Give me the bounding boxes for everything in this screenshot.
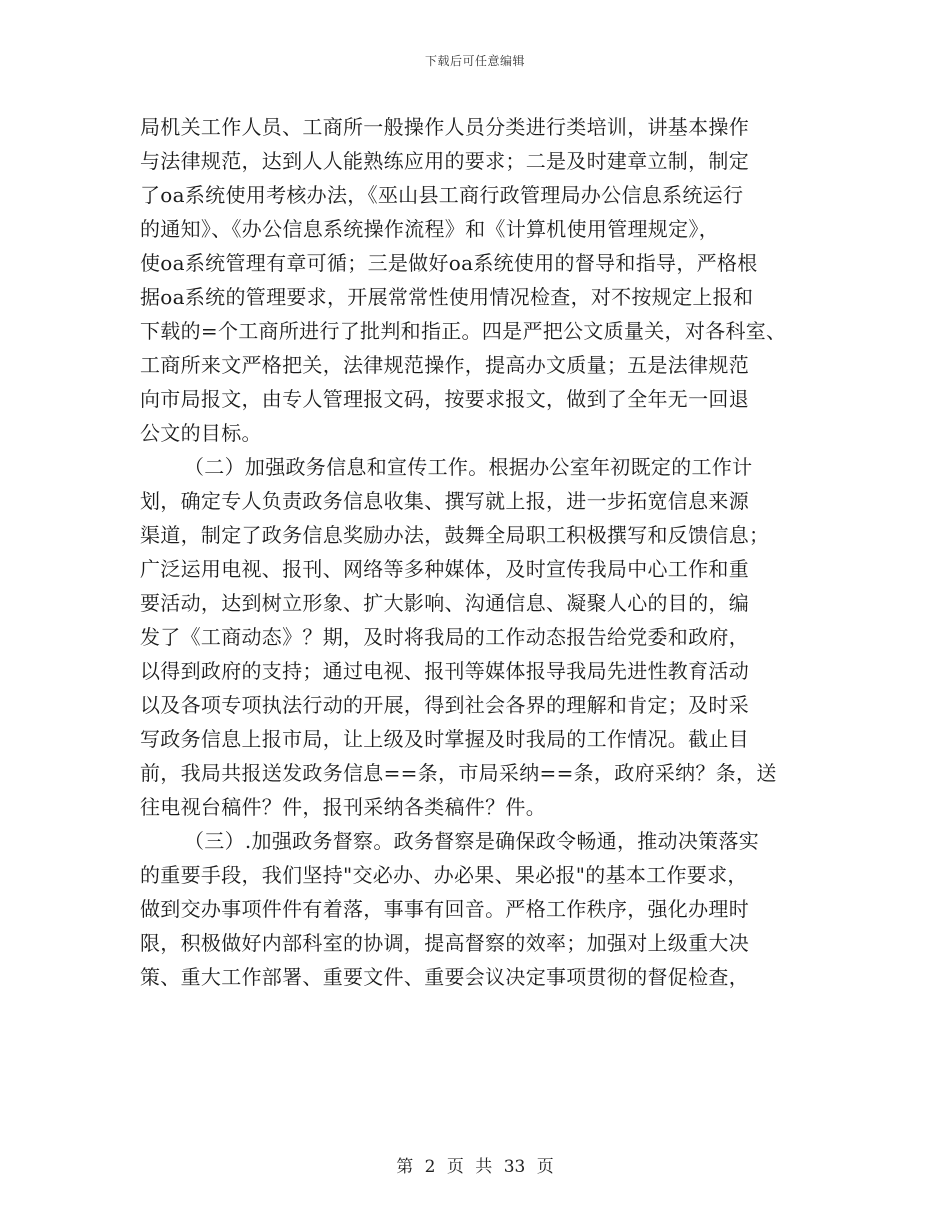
text-line: 策、重大工作部署、重要文件、重要会议决定事项贯彻的督促检查， (140, 965, 749, 989)
text-line: 与法律规范，达到人人能熟练应用的要求；二是及时建章立制，制定 (140, 149, 749, 173)
text-line: （二）加强政务信息和宣传工作。根据办公室年初既定的工作计 (184, 455, 753, 479)
text-line: 的重要手段，我们坚持"交必办、办必果、果必报"的基本工作要求， (140, 863, 748, 887)
text-line: 工商所来文严格把关，法律规范操作，提高办文质量；五是法律规范 (140, 353, 749, 377)
text-line: 限，积极做好内部科室的协调，提高督察的效率；加强对上级重大决 (140, 931, 749, 955)
text-line: 往电视台稿件？件，报刊采纳各类稿件？件。 (140, 795, 546, 819)
text-line: 以得到政府的支持；通过电视、报刊等媒体报导我局先进性教育活动 (140, 659, 749, 683)
text-line: 写政务信息上报市局，让上级及时掌握及时我局的工作情况。截止目 (140, 727, 749, 751)
text-line: 据oa系统的管理要求，开展常常性使用情况检查，对不按规定上报和 (140, 285, 754, 309)
text-line: 了oa系统使用考核办法，《巫山县工商行政管理局办公信息系统运行 (140, 183, 744, 207)
text-line: 渠道，制定了政务信息奖励办法，鼓舞全局职工积极撰写和反馈信息； (140, 523, 770, 547)
text-line: 要活动，达到树立形象、扩大影响、沟通信息、凝聚人心的目的，编 (140, 591, 749, 615)
text-line: 下载的=个工商所进行了批判和指正。四是严把公文质量关，对各科室、 (140, 319, 787, 343)
text-line: 使oa系统管理有章可循；三是做好oa系统使用的督导和指导，严格根 (140, 251, 758, 275)
page-header: 下载后可任意编辑 (424, 54, 525, 68)
text-line: （三）.加强政务督察。政务督察是确保政令畅通，推动决策落实 (184, 829, 760, 853)
document-body (140, 110, 820, 994)
text-line: 广泛运用电视、报刊、网络等多种媒体，及时宣传我局中心工作和重 (140, 557, 749, 581)
text-line: 发了《工商动态》？期，及时将我局的工作动态报告给党委和政府， (140, 625, 749, 649)
text-line: 公文的目标。 (140, 421, 262, 445)
page-number-footer: 第 2 页 共 33 页 (396, 1157, 554, 1177)
text-line: 的通知》、《办公信息系统操作流程》和《计算机使用管理规定》， (140, 217, 719, 241)
text-line: 划，确定专人负责政务信息收集、撰写就上报，进一步拓宽信息来源 (140, 489, 749, 513)
text-line: 做到交办事项件件有着落，事事有回音。严格工作秩序，强化办理时 (140, 897, 749, 921)
text-line: 向市局报文，由专人管理报文码，按要求报文，做到了全年无一回退 (140, 387, 749, 411)
text-line: 前，我局共报送发政务信息==条，市局采纳==条，政府采纳？条，送 (140, 761, 777, 785)
text-line: 局机关工作人员、工商所一般操作人员分类进行类培训，讲基本操作 (140, 115, 749, 139)
text-line: 以及各项专项执法行动的开展，得到社会各界的理解和肯定；及时采 (140, 693, 749, 717)
